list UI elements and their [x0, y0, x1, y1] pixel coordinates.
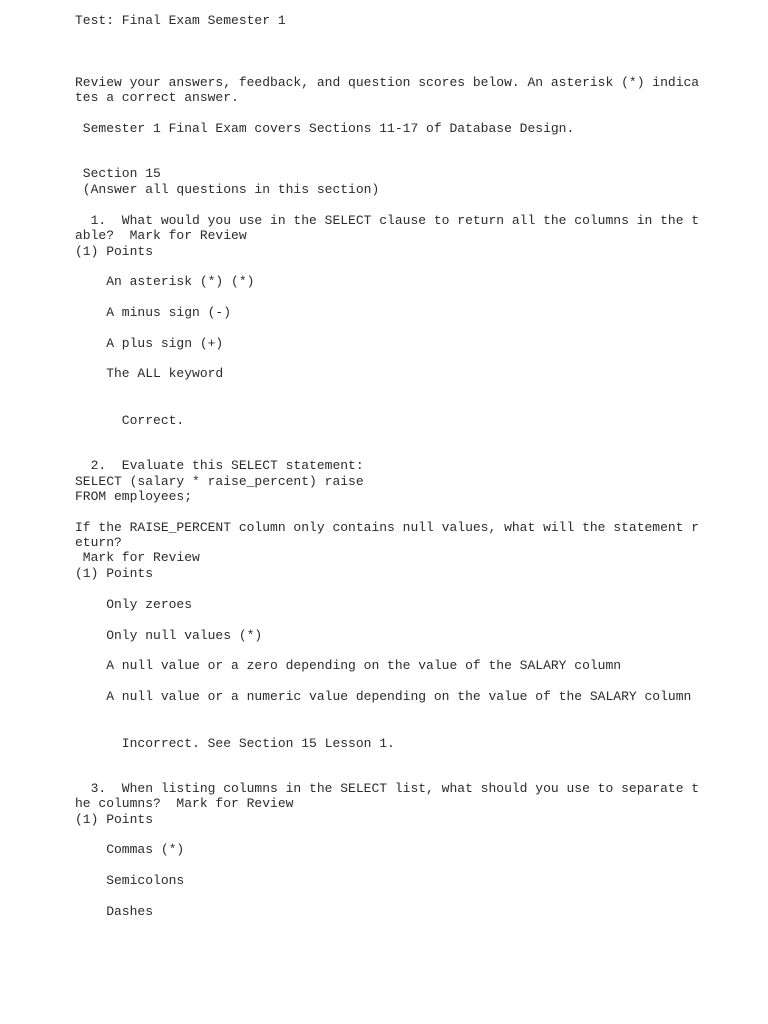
- question-2-text-line-3: eturn?: [75, 535, 122, 550]
- question-2-option-3: A null value or a zero depending on the value of the SALARY column: [75, 658, 622, 673]
- coverage-note: Semester 1 Final Exam covers Sections 11-17 of Database Design.: [75, 121, 575, 136]
- question-2-option-2: Only null values (*): [75, 628, 263, 643]
- question-1-option-4: The ALL keyword: [75, 366, 224, 381]
- question-2-code-line-2: FROM employees;: [75, 489, 193, 504]
- intro-line-1: Review your answers, feedback, and question scores below. An asterisk (*) indica: [75, 75, 700, 90]
- question-1-points: (1) Points: [75, 244, 154, 259]
- question-2-feedback: Incorrect. See Section 15 Lesson 1.: [75, 736, 395, 751]
- question-2-option-4: A null value or a numeric value depending on the value of the SALARY column: [75, 689, 692, 704]
- question-1-option-2: A minus sign (-): [75, 305, 232, 320]
- question-1-feedback: Correct.: [75, 413, 185, 428]
- question-3-option-3: Dashes: [75, 904, 154, 919]
- question-3-option-2: Semicolons: [75, 873, 185, 888]
- question-3-text-line-1: 3. When listing columns in the SELECT list, what should you use to separate t: [75, 781, 700, 796]
- question-2-option-1: Only zeroes: [75, 597, 193, 612]
- question-3-option-1: Commas (*): [75, 842, 185, 857]
- question-3-text-line-2: he columns? Mark for Review: [75, 796, 294, 811]
- question-2-text-line-1: 2. Evaluate this SELECT statement:: [75, 458, 364, 473]
- question-1-text-line-2: able? Mark for Review: [75, 228, 247, 243]
- question-2-points: (1) Points: [75, 566, 154, 581]
- question-3-points: (1) Points: [75, 812, 154, 827]
- question-1-option-3: A plus sign (+): [75, 336, 224, 351]
- section-instruction: (Answer all questions in this section): [75, 182, 380, 197]
- question-2-text-line-2: If the RAISE_PERCENT column only contains null values, what will the statement r: [75, 520, 700, 535]
- question-2-code-line-1: SELECT (salary * raise_percent) raise: [75, 474, 364, 489]
- section-title: Section 15: [75, 166, 161, 181]
- question-2-mark-for-review: Mark for Review: [75, 550, 200, 565]
- question-1-option-1: An asterisk (*) (*): [75, 274, 255, 289]
- question-1-text-line-1: 1. What would you use in the SELECT clause to return all the columns in the t: [75, 213, 700, 228]
- intro-line-2: tes a correct answer.: [75, 90, 239, 105]
- page-title: Test: Final Exam Semester 1: [75, 13, 286, 28]
